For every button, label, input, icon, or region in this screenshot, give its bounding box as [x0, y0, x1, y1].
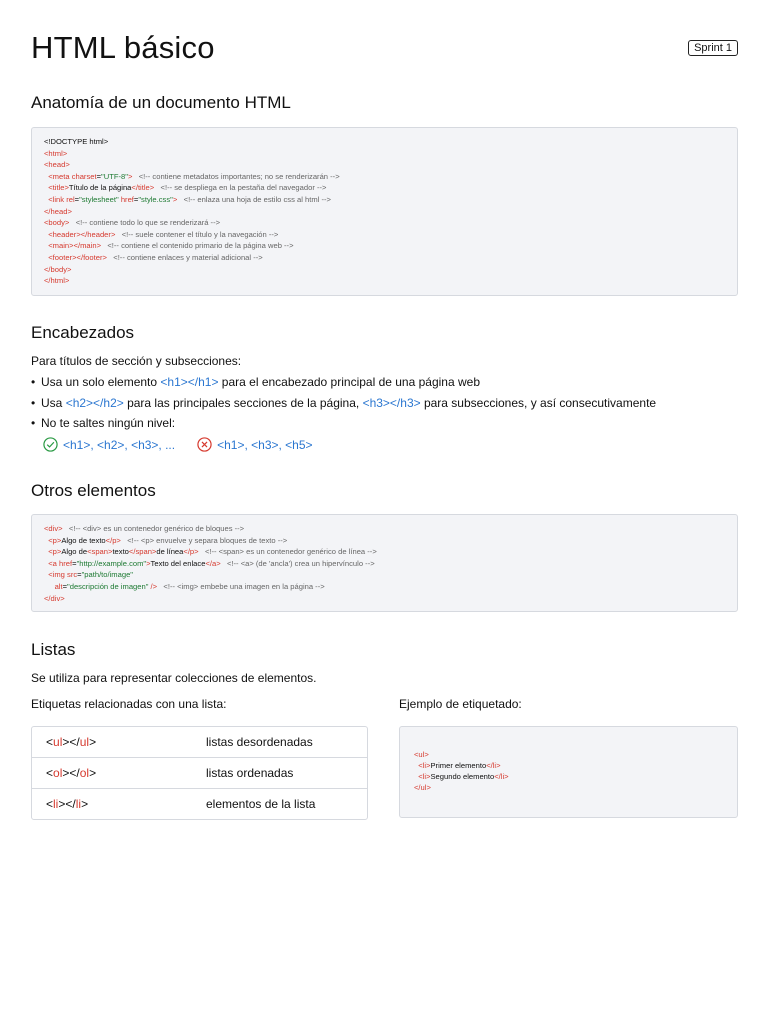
list-tags-table — [31, 726, 368, 820]
page-title: HTML básico — [31, 30, 215, 65]
x-circle-icon — [197, 437, 212, 452]
code-tag: <h1></h1> — [160, 375, 219, 389]
code-block-others: <div> <!-- <div> es un contenedor genérico de bloques --> <p>Algo de texto</p> <!-- <p> envuelve y separa bloques de texto --> <p>Algo de<span>texto</span>de línea</p> <!-- <span> es un contenedor genérico de línea --> <a href="http://example.com">Texto del enlace</a> <!-- <a> (de 'ancla') crea un hipervínculo --> <img src="path/to/image" alt="descripción de imagen" /> <!-- <img> embebe una imagen en la página --> </div> — [31, 514, 738, 612]
table-row: <ul></ul> listas desordenadas — [32, 727, 367, 758]
code-tag: <h3></h3> — [362, 396, 421, 410]
code-block-anatomy: <!DOCTYPE html> <html> <head> <meta charset="UTF-8"> <!-- contiene metadatos importantes; no se renderizarán --> <title>Título de la página</title> <!-- se despliega en la pestaña del navegador --> <link rel="stylesheet" href="style.css"> <!-- enlaza una hoja de estilo css al html --> </head> <body> <!-- contiene todo lo que se renderizará --> <header></header> <!-- suele contener el título y la navegación --> <main></main> <!-- contiene el contenido primario de la página web --> <footer></footer> <!-- contiene enlaces y material adicional --> </body> </html> — [31, 127, 738, 296]
check-circle-icon — [43, 437, 58, 452]
code-block-list-example: <ul> <li>Primer elemento</li> <li>Segundo elemento</li> </ul> — [399, 726, 738, 818]
section-title-anatomy: Anatomía de un documento HTML — [31, 93, 291, 112]
table-row: <li></li> elementos de la lista — [46, 797, 316, 811]
section-title-others: Otros elementos — [31, 481, 156, 500]
list-item: • Usa un solo elemento <h1></h1> para el encabezado principal de una página web — [31, 375, 480, 389]
table-row: <ol></ol> listas ordenadas — [32, 758, 367, 789]
lists-related-label: Etiquetas relacionadas con una lista: — [31, 697, 227, 711]
list-item: • Usa <h2></h2> para las principales secciones de la página, <h3></h3> para subsecciones, y así consecutivamente — [31, 396, 657, 410]
code-tag: <h2></h2> — [65, 396, 124, 410]
section-title-headings: Encabezados — [31, 323, 135, 342]
list-item: • No te saltes ningún nivel: — [31, 416, 176, 430]
good-example: <h1>, <h2>, <h3>, ... — [63, 437, 176, 452]
lists-intro: Se utiliza para representar colecciones de elementos. — [31, 671, 317, 685]
section-title-lists: Listas — [31, 640, 76, 659]
sprint-badge: Sprint 1 — [688, 40, 738, 56]
lists-example-label: Ejemplo de etiquetado: — [399, 697, 522, 711]
heading-examples — [43, 437, 313, 452]
bad-example: <h1>, <h3>, <h5> — [217, 437, 313, 452]
headings-intro: Para títulos de sección y subsecciones: — [31, 354, 242, 368]
